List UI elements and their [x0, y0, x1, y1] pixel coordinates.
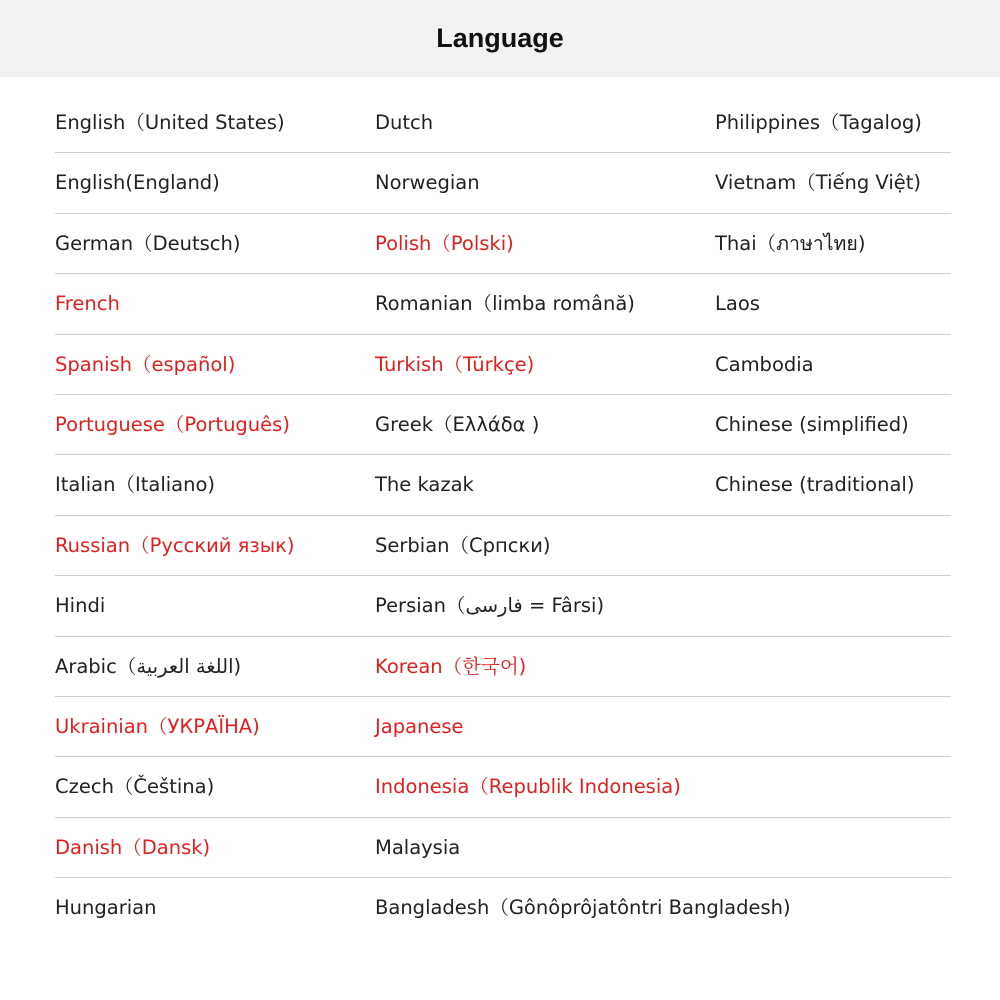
page-title: Language [436, 23, 564, 53]
language-cell [715, 637, 951, 697]
language-cell: Norwegian [375, 171, 480, 195]
language-cell: Japanese [375, 714, 464, 738]
table-row [55, 395, 951, 455]
language-cell: German（Deutsch) [55, 231, 241, 255]
language-cell: English（United States) [55, 111, 285, 134]
language-cell [715, 516, 951, 576]
language-cell: Dutch [375, 111, 434, 134]
language-cell: Romanian（limba română) [375, 292, 635, 316]
language-cell: Philippines（Tagalog) [715, 111, 922, 134]
table-row [55, 274, 951, 334]
table-row [55, 697, 951, 757]
language-cell: Hungarian [55, 896, 157, 920]
table-row [55, 576, 951, 636]
language-cell: Ukrainian（УКРАЇНА) [55, 714, 260, 738]
language-cell [715, 818, 951, 878]
language-cell: Laos [715, 292, 760, 316]
language-cell: Russian（Русский язык) [55, 533, 295, 557]
language-cell: Greek（Ελλάδα ) [375, 412, 540, 436]
language-cell [715, 878, 951, 938]
language-cell: English(England) [55, 171, 220, 195]
table-row [55, 878, 951, 938]
language-cell: Vietnam（Tiếng Việt) [715, 171, 922, 195]
language-cell: Malaysia [375, 835, 461, 859]
language-cell: Italian（Italiano) [55, 473, 216, 497]
language-cell: Serbian（Српски) [375, 533, 551, 557]
language-cell: Persian（فارسی‎ = Fârsi) [375, 594, 605, 618]
language-cell: Hindi [55, 594, 106, 618]
language-cell: Korean（한국어) [375, 654, 527, 678]
language-cell: Spanish（español) [55, 352, 236, 376]
language-cell: Czech（Čeština) [55, 775, 215, 799]
language-cell: Chinese (traditional) [715, 473, 915, 497]
language-cell: Chinese (simplified) [715, 412, 909, 436]
language-cell: Arabic（اللغة العربية) [55, 654, 242, 678]
language-cell: Thai（ภาษาไทย) [715, 231, 866, 255]
language-cell: Danish（Dansk) [55, 835, 211, 859]
table-row [55, 516, 951, 576]
language-cell: Turkish（Türkçe) [375, 352, 535, 376]
table-row [55, 637, 951, 697]
table-row [55, 93, 951, 153]
table-row [55, 818, 951, 878]
header-bar [0, 0, 1000, 77]
language-cell [715, 576, 951, 636]
language-cell: Cambodia [715, 352, 814, 376]
language-table [55, 93, 951, 938]
language-cell: The kazak [375, 473, 474, 497]
table-row [55, 335, 951, 395]
table-row [55, 455, 951, 515]
language-cell [715, 757, 951, 817]
table-row [55, 153, 951, 213]
language-cell: Bangladesh（Gônôprôjatôntri Bangladesh) [375, 896, 791, 920]
language-cell: Indonesia（Republik Indonesia) [375, 775, 681, 799]
table-row [55, 214, 951, 274]
language-cell: French [55, 292, 120, 316]
language-cell: Portuguese（Português) [55, 412, 290, 436]
language-cell: Polish（Polski) [375, 231, 514, 255]
language-cell [715, 697, 951, 757]
table-row [55, 757, 951, 817]
